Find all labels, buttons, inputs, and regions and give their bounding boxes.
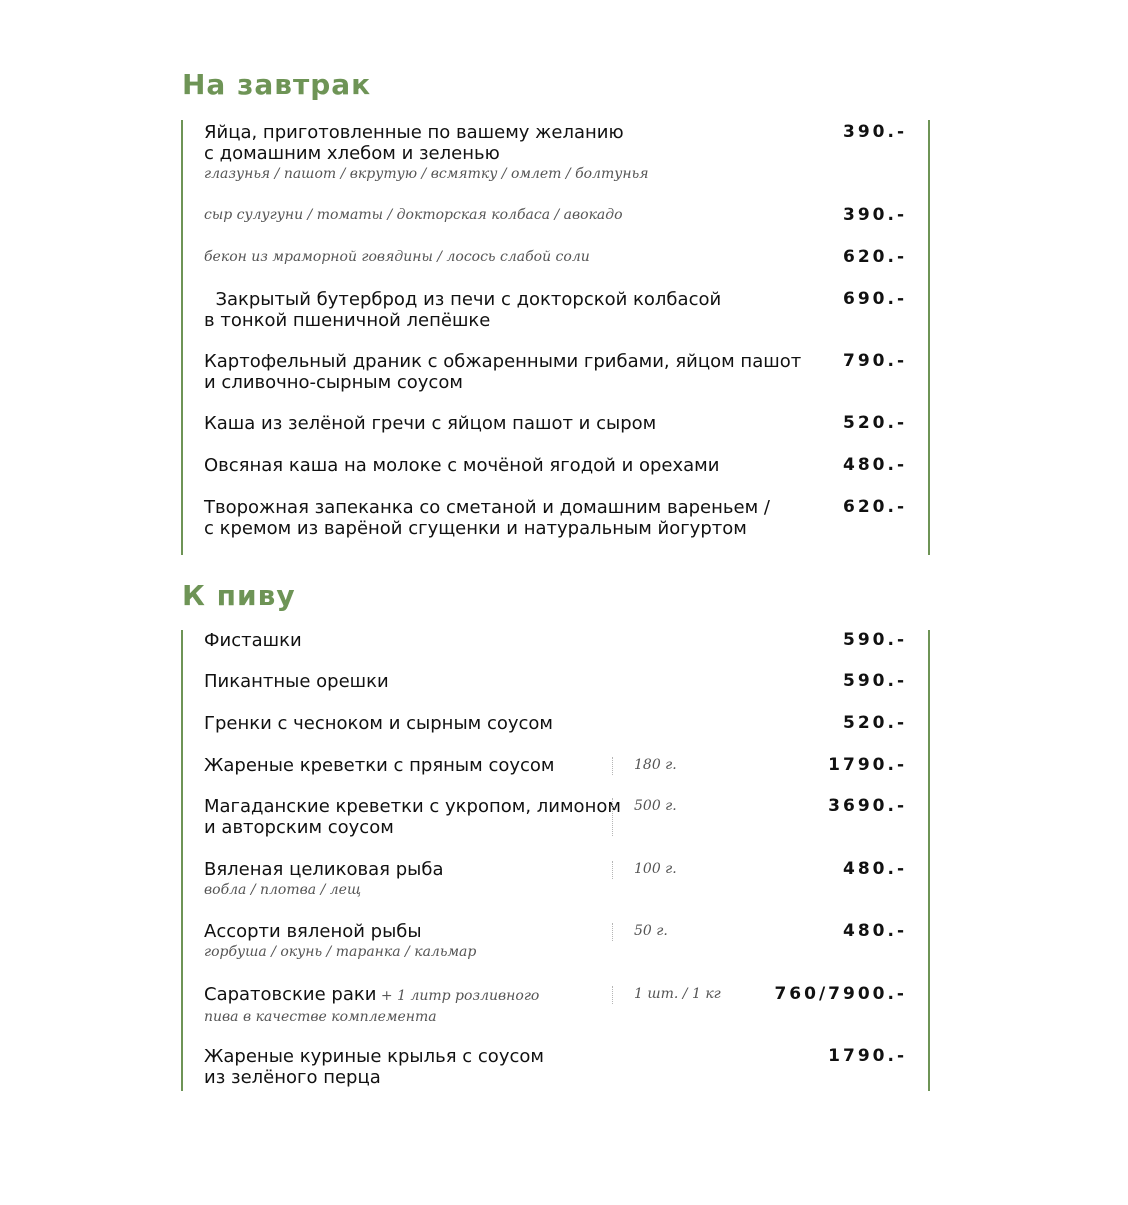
item-price: 590.- bbox=[843, 671, 907, 691]
item-name: Ассорти вяленой рыбы bbox=[204, 921, 422, 942]
item-name: Саратовские раки bbox=[204, 984, 377, 1005]
item-price: 1790.- bbox=[828, 1046, 907, 1066]
item-name: Жареные креветки с пряным соусом bbox=[204, 755, 555, 776]
menu-item bbox=[204, 455, 907, 476]
item-price: 480.- bbox=[843, 921, 907, 941]
breakfast-section bbox=[181, 120, 930, 555]
item-price: 390.- bbox=[843, 205, 907, 225]
menu-item bbox=[204, 122, 907, 185]
menu-item bbox=[204, 497, 907, 539]
menu-item bbox=[204, 713, 907, 734]
menu-item bbox=[204, 205, 907, 226]
item-weight: 1 шт. / 1 кг bbox=[612, 984, 721, 1005]
menu-item bbox=[204, 921, 907, 963]
item-price: 690.- bbox=[843, 289, 907, 309]
menu-item bbox=[204, 755, 907, 776]
item-weight: 100 г. bbox=[612, 859, 677, 880]
menu-item bbox=[204, 630, 907, 651]
item-weight: 500 г. bbox=[612, 796, 677, 817]
menu-item bbox=[204, 796, 907, 838]
menu-item bbox=[204, 289, 907, 331]
item-description: сыр сулугуни / томаты / докторская колбаса / авокадо bbox=[204, 207, 623, 223]
item-name: Закрытый бутерброд из печи с докторской колбасой в тонкой пшеничной лепёшке bbox=[204, 289, 722, 331]
item-name: Картофельный драник с обжаренными грибами, яйцом пашот и сливочно-сырным соусом bbox=[204, 351, 802, 393]
item-price: 520.- bbox=[843, 413, 907, 433]
item-price: 390.- bbox=[843, 122, 907, 142]
item-price: 620.- bbox=[843, 497, 907, 517]
item-price: 590.- bbox=[843, 630, 907, 650]
item-note: + 1 литр розливного bbox=[376, 988, 540, 1004]
item-price: 790.- bbox=[843, 351, 907, 371]
beer-section bbox=[181, 630, 930, 1091]
item-name: Магаданские креветки с укропом, лимоном и авторским соусом bbox=[204, 796, 621, 838]
item-name: Вяленая целиковая рыба bbox=[204, 859, 444, 880]
menu-item bbox=[204, 671, 907, 692]
item-name: Яйца, приготовленные по вашему желанию с домашним хлебом и зеленью bbox=[204, 122, 624, 164]
item-name: Овсяная каша на молоке с мочёной ягодой и орехами bbox=[204, 455, 720, 476]
item-price: 1790.- bbox=[828, 755, 907, 775]
item-name: Каша из зелёной гречи с яйцом пашот и сыром bbox=[204, 413, 657, 434]
item-weight: 50 г. bbox=[612, 921, 668, 942]
breakfast-title: На завтрак bbox=[182, 68, 372, 101]
item-description: вобла / плотва / лещ bbox=[204, 882, 361, 898]
item-price: 520.- bbox=[843, 713, 907, 733]
menu-item bbox=[204, 351, 907, 393]
item-description: глазунья / пашот / вкрутую / всмятку / омлет / болтунья bbox=[204, 166, 649, 182]
item-name: Творожная запеканка со сметаной и домашним вареньем / с кремом из варёной сгущенки и натуральным йогуртом bbox=[204, 497, 770, 539]
menu-item bbox=[204, 859, 907, 901]
item-description: бекон из мраморной говядины / лосось слабой соли bbox=[204, 249, 590, 265]
item-price: 3690.- bbox=[828, 796, 907, 816]
item-description: пива в качестве комплемента bbox=[204, 1009, 437, 1025]
item-description: горбуша / окунь / таранка / кальмар bbox=[204, 944, 477, 960]
item-price: 480.- bbox=[843, 859, 907, 879]
item-price: 620.- bbox=[843, 247, 907, 267]
item-weight: 180 г. bbox=[612, 755, 677, 776]
item-name: Пикантные орешки bbox=[204, 671, 389, 692]
menu-item bbox=[204, 247, 907, 268]
item-name: Фисташки bbox=[204, 630, 302, 651]
item-price: 760/7900.- bbox=[774, 984, 907, 1004]
beer-title: К пиву bbox=[182, 579, 296, 612]
item-name: Жареные куриные крылья с соусом из зелёного перца bbox=[204, 1046, 544, 1088]
menu-item bbox=[204, 413, 907, 434]
item-name: Гренки с чесноком и сырным соусом bbox=[204, 713, 554, 734]
item-price: 480.- bbox=[843, 455, 907, 475]
menu-item bbox=[204, 1046, 907, 1088]
menu-item bbox=[204, 984, 907, 1028]
